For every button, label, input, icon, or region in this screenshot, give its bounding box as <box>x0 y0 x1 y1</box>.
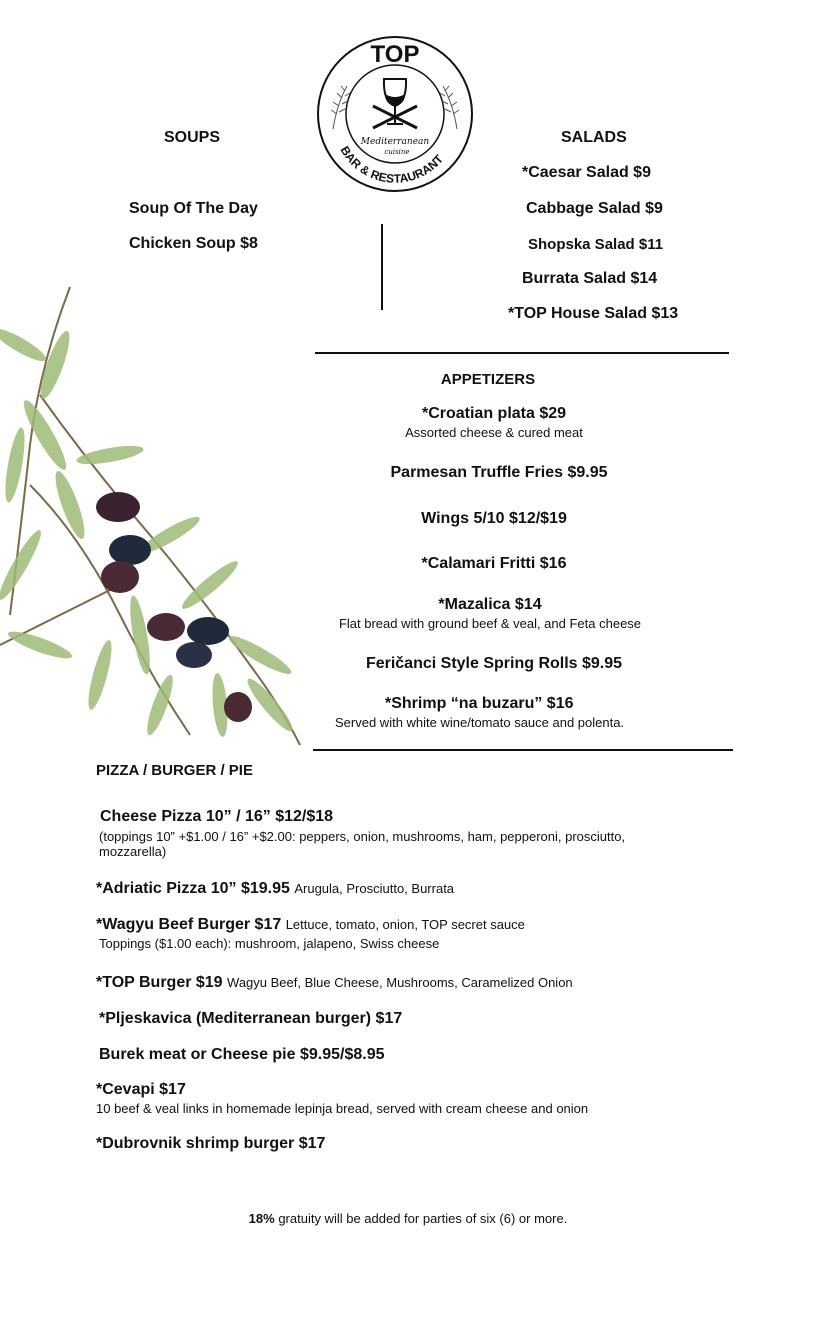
restaurant-logo <box>315 34 475 194</box>
main-inline-desc: Arugula, Prosciutto, Burrata <box>294 881 455 896</box>
gratuity-note <box>0 1211 816 1226</box>
main-desc: (toppings 10” +$1.00 / 16” +$2.00: peppers, onion, mushrooms, ham, pepperoni, prosciutto, mozzarella) <box>99 829 626 859</box>
soup-item: Chicken Soup $8 <box>129 235 258 252</box>
gratuity-text: gratuity will be added for parties of six (6) or more. <box>274 1211 568 1226</box>
salad-item: *TOP House Salad $13 <box>508 305 679 322</box>
main-name: Burek meat or Cheese pie $9.95/$8.95 <box>99 1046 385 1063</box>
appetizer-desc: Served with white wine/tomato sauce and polenta. <box>335 715 625 730</box>
logo-top-text: TOP <box>370 41 420 68</box>
appetizer-name: *Calamari Fritti $16 <box>421 555 567 572</box>
main-name: *Cevapi $17 <box>96 1081 186 1098</box>
section-divider <box>313 749 733 751</box>
main-item <box>96 808 736 859</box>
main-item <box>96 974 736 992</box>
main-desc: 10 beef & veal links in homemade lepinja bread, served with cream cheese and onion <box>96 1101 589 1116</box>
soup-item: Soup Of The Day <box>129 200 258 217</box>
salad-item: Burrata Salad $14 <box>522 270 658 287</box>
main-item <box>96 880 736 898</box>
appetizer-name: *Shrimp “na buzaru” $16 <box>385 695 574 712</box>
main-item <box>96 1081 736 1116</box>
main-inline-desc: Wagyu Beef, Blue Cheese, Mushrooms, Caramelized Onion <box>227 975 573 990</box>
main-name: *Adriatic Pizza 10” $19.95 <box>96 880 290 897</box>
appetizer-name: *Croatian plata $29 <box>421 405 567 422</box>
appetizer-name: Feričanci Style Spring Rolls $9.95 <box>365 655 623 672</box>
logo-script-text: Mediterranean <box>360 137 430 147</box>
appetizers-heading: APPETIZERS <box>440 371 536 388</box>
logo-script-text-2: cuisine <box>384 148 410 156</box>
olive-branch-illustration <box>0 285 320 755</box>
main-name: *Pljeskavica (Mediterranean burger) $17 <box>99 1010 403 1027</box>
appetizer-item <box>344 405 644 440</box>
appetizer-desc: Assorted cheese & cured meat <box>405 425 583 440</box>
soups-heading: SOUPS <box>164 129 221 146</box>
appetizer-desc: Flat bread with ground beef & veal, and Feta cheese <box>338 616 642 631</box>
main-name: *Dubrovnik shrimp burger $17 <box>96 1135 326 1152</box>
main-item <box>96 916 736 951</box>
salad-item: *Caesar Salad $9 <box>522 164 651 181</box>
main-name: Cheese Pizza 10” / 16” $12/$18 <box>100 808 334 825</box>
main-name: *TOP Burger $19 <box>96 974 223 991</box>
appetizer-name: Parmesan Truffle Fries $9.95 <box>390 464 608 481</box>
main-name: *Wagyu Beef Burger $17 <box>96 916 282 933</box>
appetizer-item <box>335 695 675 730</box>
main-desc: Toppings ($1.00 each): mushroom, jalapeno, Swiss cheese <box>99 936 440 951</box>
main-inline-desc: Lettuce, tomato, onion, TOP secret sauce <box>285 917 525 932</box>
appetizer-name: *Mazalica $14 <box>438 596 542 613</box>
logo-ring-text: BAR & RESTAURANT <box>337 143 447 186</box>
appetizer-item <box>320 596 660 631</box>
column-divider <box>381 224 383 310</box>
mains-heading: PIZZA / BURGER / PIE <box>96 762 253 779</box>
salad-item: Cabbage Salad $9 <box>526 200 663 217</box>
section-divider <box>315 352 729 354</box>
salads-heading: SALADS <box>561 129 627 146</box>
appetizer-name: Wings 5/10 $12/$19 <box>421 510 567 527</box>
gratuity-percent: 18% <box>248 1211 275 1226</box>
salad-item: Shopska Salad $11 <box>528 236 664 253</box>
